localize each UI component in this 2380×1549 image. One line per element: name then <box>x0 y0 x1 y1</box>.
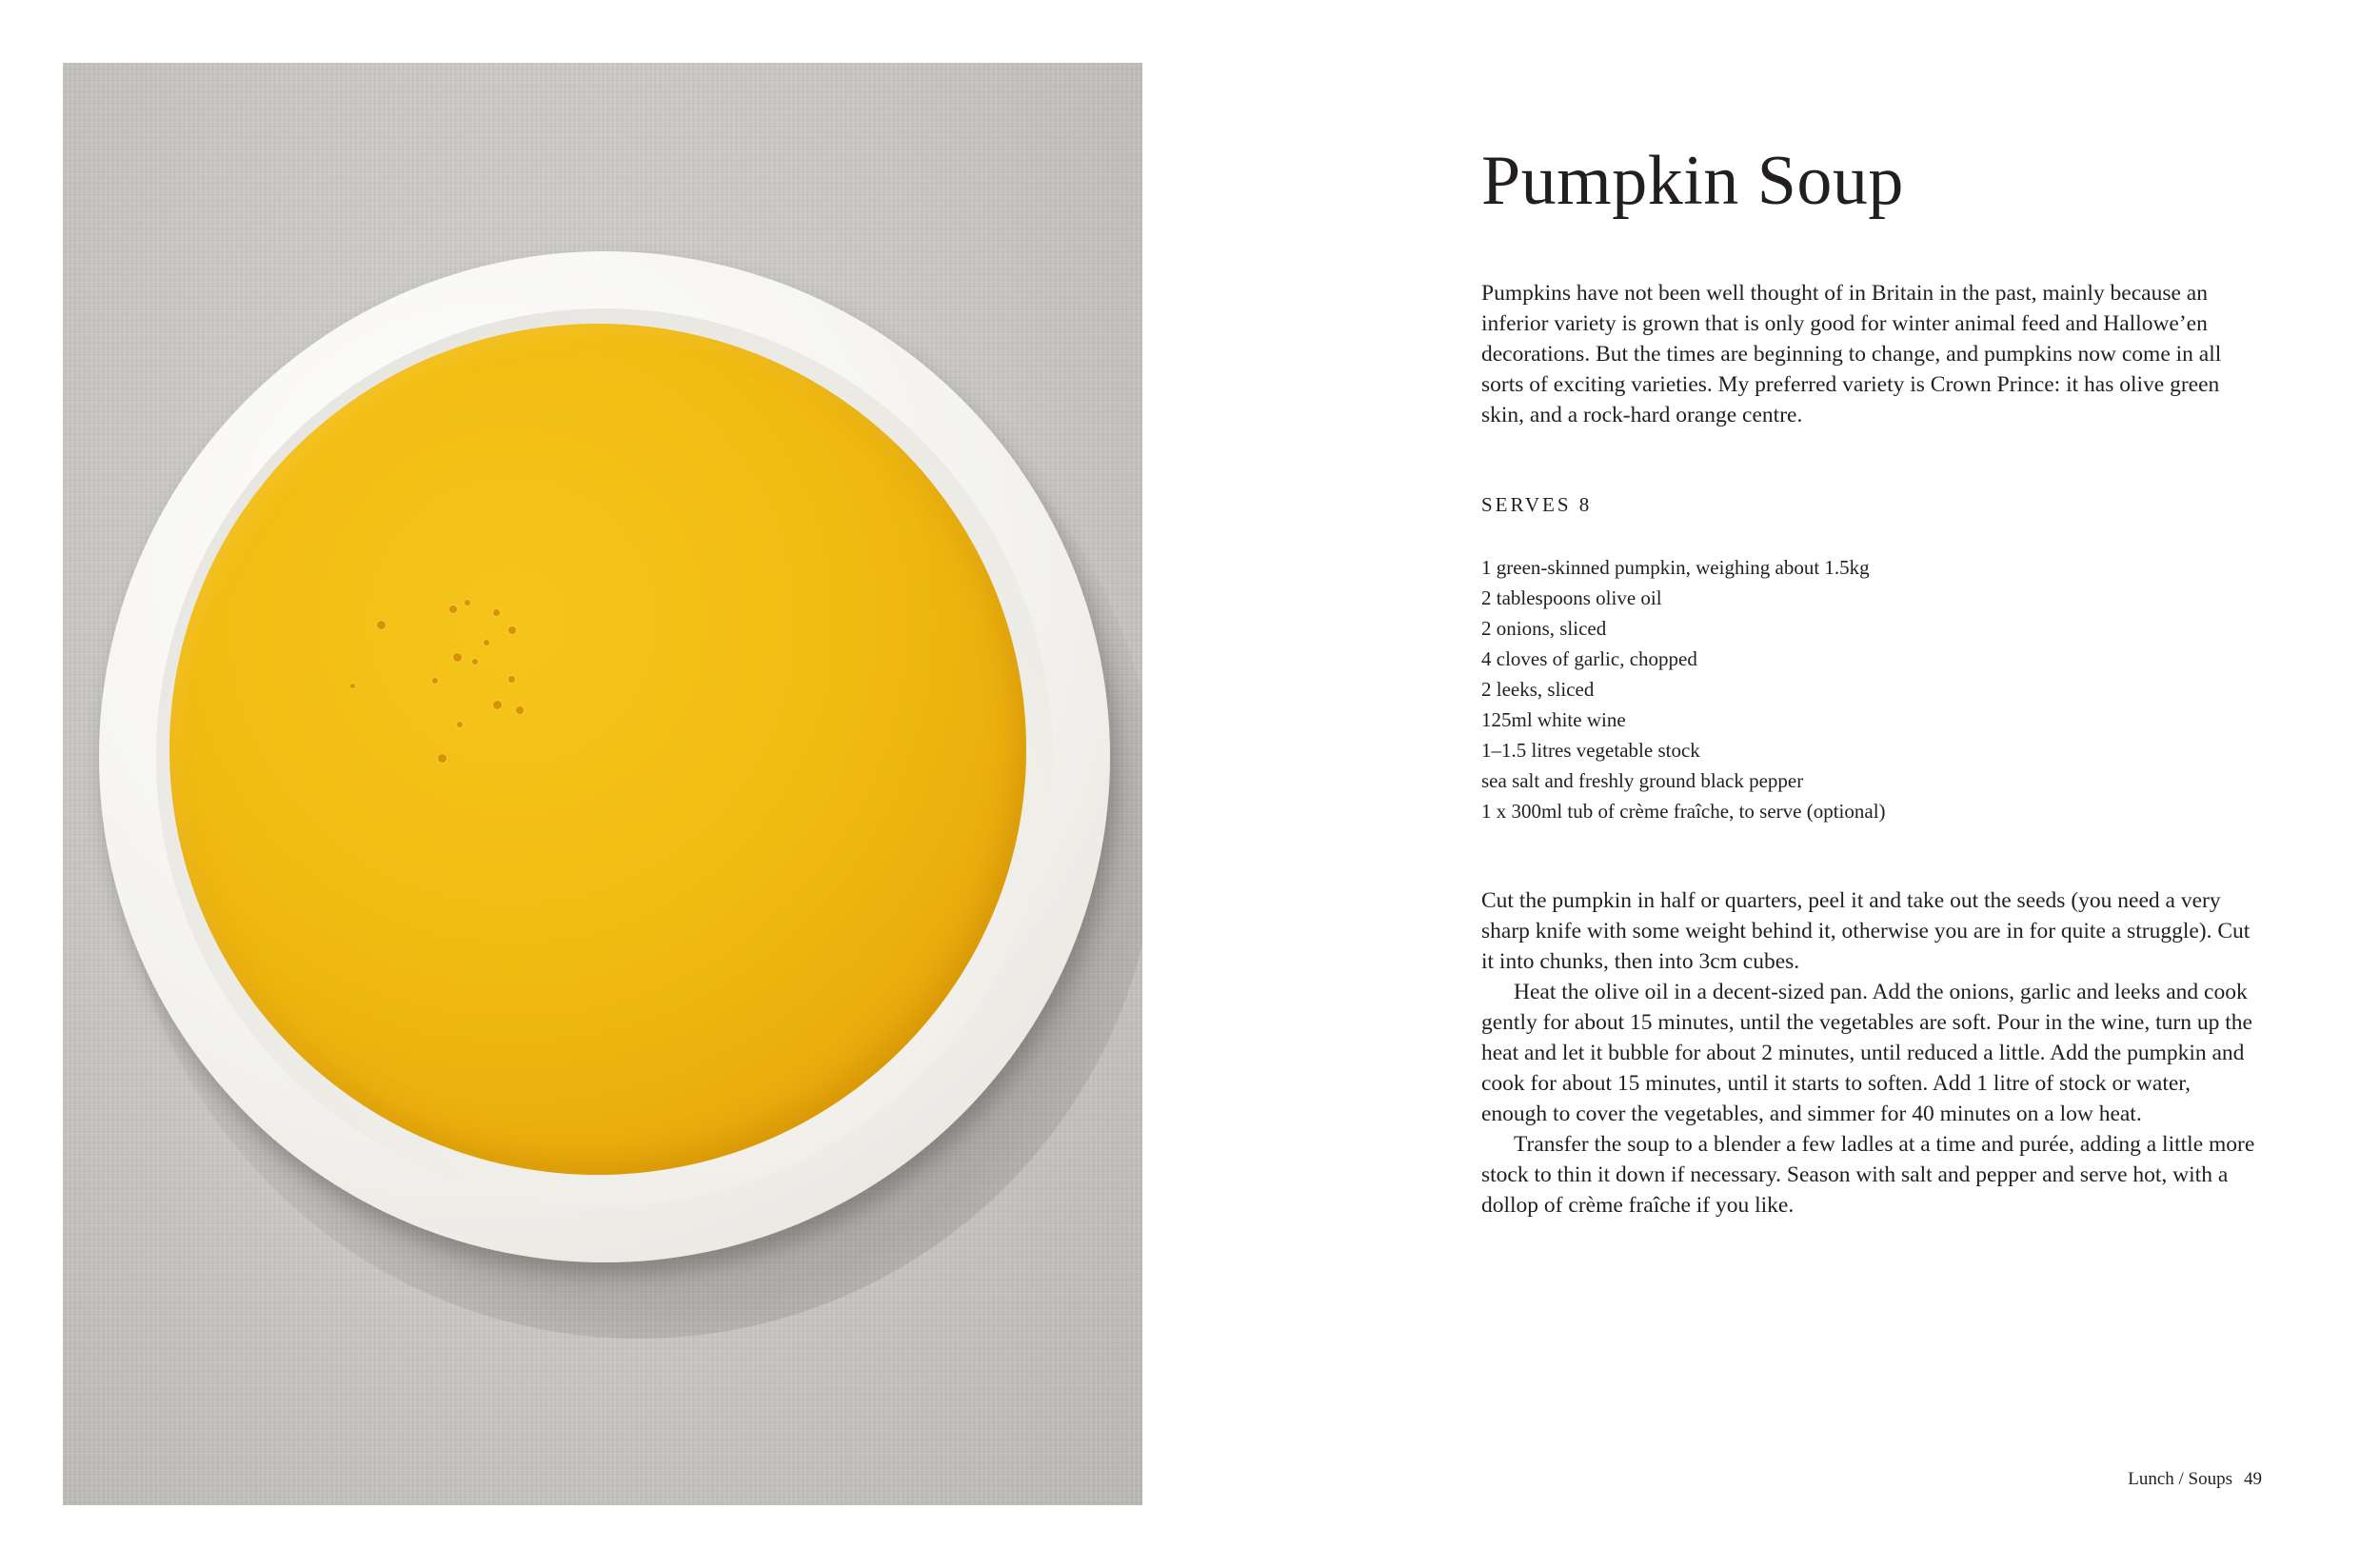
soup-bubble <box>493 609 500 616</box>
soup-bubble <box>508 626 516 634</box>
ingredient-item: 4 cloves of garlic, chopped <box>1481 647 1697 670</box>
ingredient-item: 2 leeks, sliced <box>1481 678 1595 701</box>
method-step: Heat the olive oil in a decent-sized pan. Add the onions, garlic and leeks and cook gently for about 15 minutes, until the vegetables are soft. Pour in the wine, turn up the heat and let it bubble for about 2 minutes, until reduced a little. Add the pumpkin and cook for about 15 minutes, until it starts to soften. Add 1 litre of stock or water, enough to cover the vegetables, and simmer for 40 minutes on a low heat. <box>1481 980 2252 1126</box>
soup-bubble <box>377 621 386 629</box>
serves-label: SERVES 8 <box>1481 493 1593 516</box>
ingredient-item: 2 onions, sliced <box>1481 617 1607 640</box>
method-step: Transfer the soup to a blender a few ladles at a time and purée, adding a little more stock to thin it down if necessary. Season with salt and pepper and serve hot, with a dollop of crème fraîche if you like. <box>1481 1132 2255 1218</box>
soup-bubble <box>453 653 462 662</box>
soup-bubble <box>457 722 463 727</box>
ingredient-item: 1–1.5 litres vegetable stock <box>1481 739 1700 762</box>
bowl-inner-wall <box>156 308 1053 1205</box>
recipe-intro: Pumpkins have not been well thought of in Britain in the past, mainly because an inferior variety is grown that is only good for winter animal feed and Hallowe’en decorations. But the times are beginning to change, and pumpkins now come in all sorts of exciting varieties. My preferred variety is Crown Prince: it has olive green skin, and a rock-hard orange centre. <box>1481 281 2222 427</box>
soup-bubble <box>350 684 355 688</box>
soup-bubble <box>508 676 515 683</box>
ingredient-item: 1 green-skinned pumpkin, weighing about 1.5kg <box>1481 556 1870 579</box>
page-footer <box>2128 1469 2262 1490</box>
soup-bubble <box>438 754 446 763</box>
soup-bubble <box>432 678 438 684</box>
soup-bubble <box>472 659 478 665</box>
method-step: Cut the pumpkin in half or quarters, peel it and take out the seeds (you need a very sharp knife with some weight behind it, otherwise you are in for quite a struggle). Cut it into chunks, then into 3cm cubes. <box>1481 888 2251 974</box>
soup-bubble <box>484 640 489 645</box>
ingredient-item: 125ml white wine <box>1481 708 1626 731</box>
pumpkin-soup-surface <box>169 324 1026 1175</box>
section-name: Lunch / Soups <box>2128 1469 2232 1489</box>
recipe-page <box>1481 0 2262 1549</box>
soup-bubble <box>465 600 470 606</box>
ingredient-item: 1 x 300ml tub of crème fraîche, to serve (optional) <box>1481 800 1886 823</box>
soup-photo <box>63 63 1142 1505</box>
soup-bowl <box>99 251 1110 1262</box>
page-number: 49 <box>2244 1469 2262 1489</box>
ingredient-item: sea salt and freshly ground black pepper <box>1481 769 1804 792</box>
soup-bubble <box>516 706 524 714</box>
ingredient-item: 2 tablespoons olive oil <box>1481 586 1662 609</box>
method-section <box>1481 885 2262 1221</box>
soup-bubble <box>493 701 502 709</box>
soup-bubble <box>449 606 457 613</box>
recipe-title: Pumpkin Soup <box>1481 142 1904 220</box>
ingredient-list <box>1481 552 1886 826</box>
